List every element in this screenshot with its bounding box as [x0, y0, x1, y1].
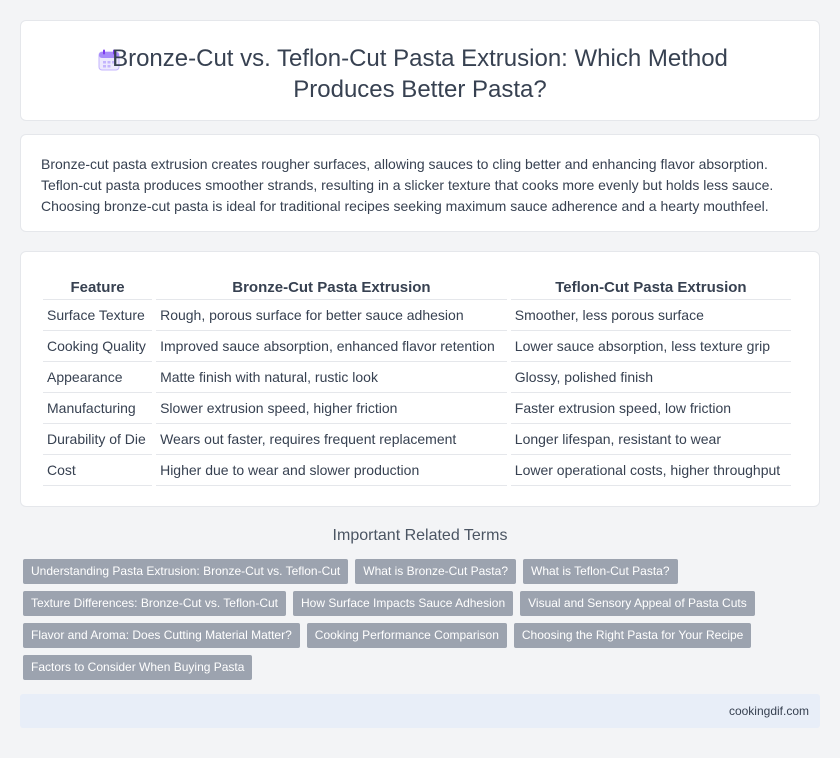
related-tag-link[interactable]: Factors to Consider When Buying Pasta	[23, 655, 252, 680]
table-row	[43, 455, 791, 486]
row-teflon: Glossy, polished finish	[511, 362, 791, 393]
related-tags	[23, 559, 823, 687]
header-teflon: Teflon-Cut Pasta Extrusion	[511, 274, 791, 300]
table-row	[43, 393, 791, 424]
row-bronze: Rough, porous surface for better sauce adhesion	[156, 300, 507, 331]
related-tag-link[interactable]: Understanding Pasta Extrusion: Bronze-Cut vs. Teflon-Cut	[23, 559, 348, 584]
row-teflon: Faster extrusion speed, low friction	[511, 393, 791, 424]
table-row	[43, 331, 791, 362]
header-bronze: Bronze-Cut Pasta Extrusion	[156, 274, 507, 300]
row-bronze: Higher due to wear and slower production	[156, 455, 507, 486]
table-row	[43, 300, 791, 331]
related-tag-link[interactable]: What is Bronze-Cut Pasta?	[355, 559, 516, 584]
row-teflon: Smoother, less porous surface	[511, 300, 791, 331]
related-tag-link[interactable]: Choosing the Right Pasta for Your Recipe	[514, 623, 751, 648]
footer	[20, 694, 820, 728]
row-feature: Cooking Quality	[43, 331, 152, 362]
site-link[interactable]: cookingdif.com	[728, 704, 809, 718]
header-feature: Feature	[43, 274, 152, 300]
comparison-table-card	[20, 251, 820, 507]
row-bronze: Improved sauce absorption, enhanced flavor retention	[156, 331, 507, 362]
related-tag-link[interactable]: What is Teflon-Cut Pasta?	[523, 559, 678, 584]
row-feature: Manufacturing	[43, 393, 152, 424]
related-terms-title: Important Related Terms	[332, 527, 508, 544]
row-teflon: Longer lifespan, resistant to wear	[511, 424, 791, 455]
related-tag-link[interactable]: Flavor and Aroma: Does Cutting Material Matter?	[23, 623, 300, 648]
row-teflon: Lower operational costs, higher throughput	[511, 455, 791, 486]
table-header-row	[43, 274, 791, 300]
row-bronze: Matte finish with natural, rustic look	[156, 362, 507, 393]
header-card	[20, 20, 820, 121]
comparison-table	[39, 274, 795, 486]
related-tag-link[interactable]: Texture Differences: Bronze-Cut vs. Teflon-Cut	[23, 591, 286, 616]
page-title: Bronze-Cut vs. Teflon-Cut Pasta Extrusion: Which Method Produces Better Pasta?	[112, 45, 728, 103]
intro-text: Bronze-cut pasta extrusion creates rougher surfaces, allowing sauces to cling better and enhancing flavor absorption. Teflon-cut pasta produces smoother strands, resulting in a slicker texture that cooks more evenly but holds less sauce. Choosing bronze-cut pasta is ideal for traditional recipes seeking maximum sauce adherence and a hearty mouthfeel.	[41, 156, 774, 214]
intro-card	[20, 134, 820, 232]
related-tag-link[interactable]: How Surface Impacts Sauce Adhesion	[293, 591, 513, 616]
row-feature: Durability of Die	[43, 424, 152, 455]
row-feature: Cost	[43, 455, 152, 486]
row-feature: Appearance	[43, 362, 152, 393]
row-bronze: Slower extrusion speed, higher friction	[156, 393, 507, 424]
row-teflon: Lower sauce absorption, less texture grip	[511, 331, 791, 362]
related-tag-link[interactable]: Visual and Sensory Appeal of Pasta Cuts	[520, 591, 755, 616]
table-row	[43, 362, 791, 393]
related-tag-link[interactable]: Cooking Performance Comparison	[307, 623, 507, 648]
row-feature: Surface Texture	[43, 300, 152, 331]
table-row	[43, 424, 791, 455]
row-bronze: Wears out faster, requires frequent replacement	[156, 424, 507, 455]
